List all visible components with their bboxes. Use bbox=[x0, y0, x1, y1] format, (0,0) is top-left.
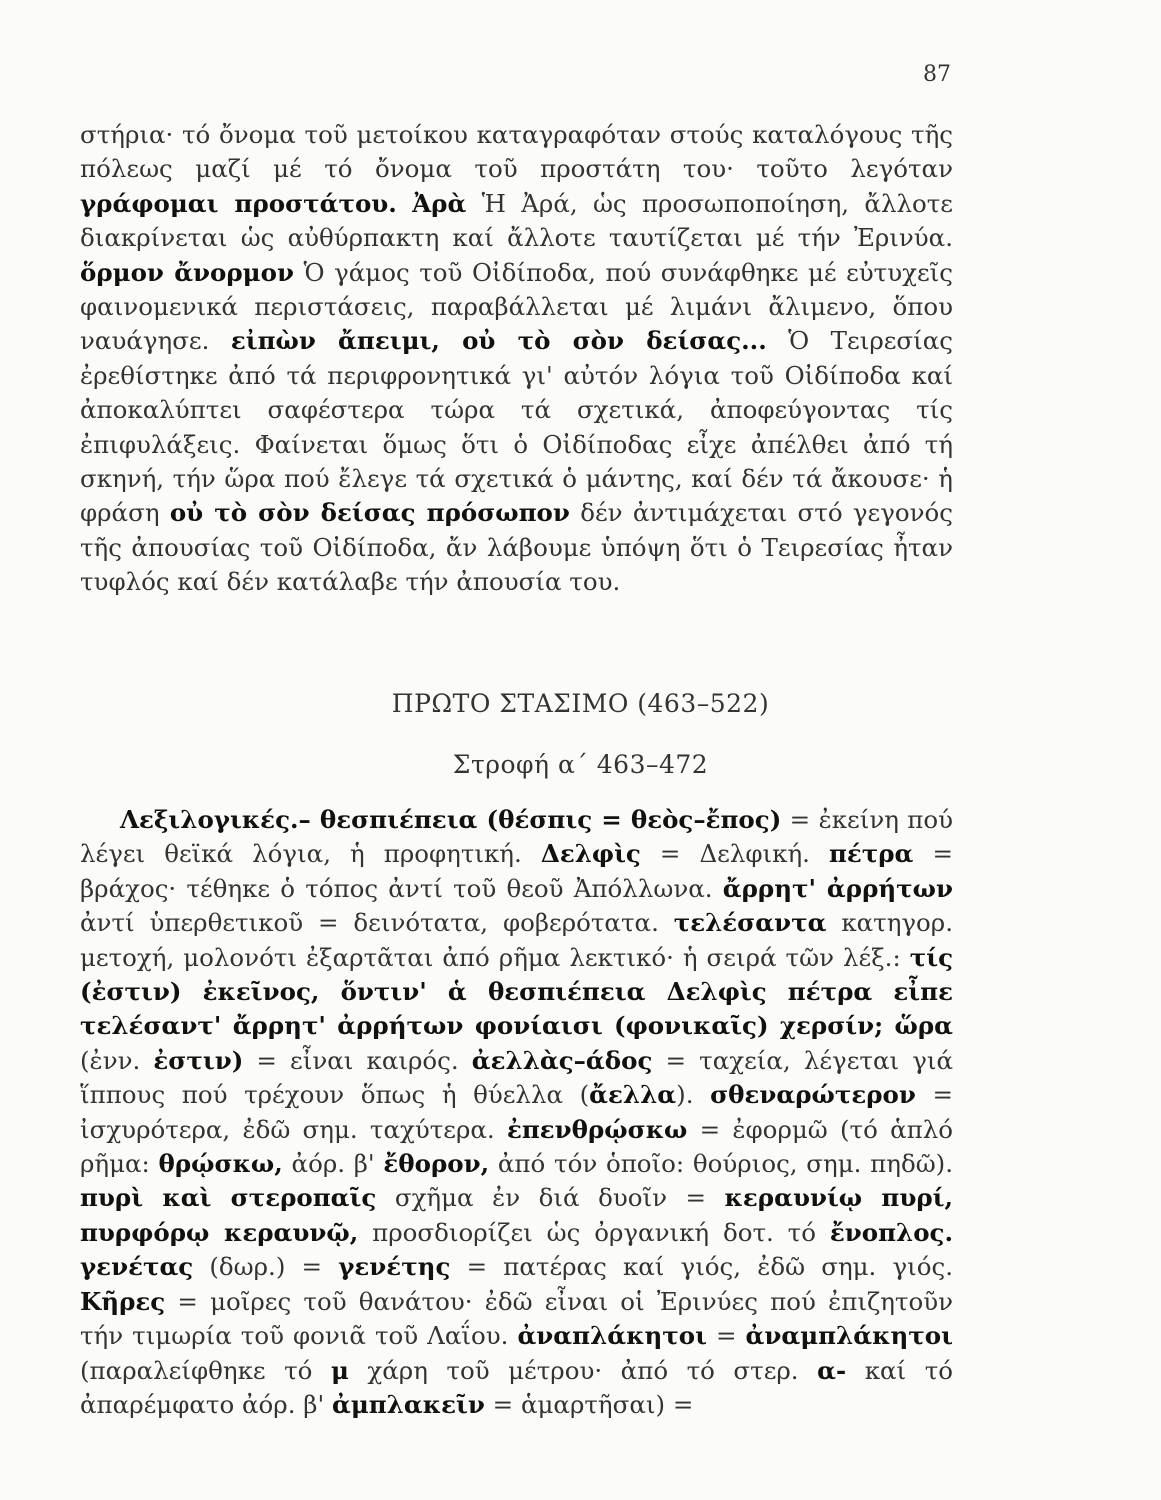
section-heading: ΠΡΩΤΟ ΣΤΑΣΙΜΟ (463–522) bbox=[391, 689, 770, 718]
text-run: = Δελφική. bbox=[640, 839, 829, 869]
bold-term: κεραυνίῳ πυρί, πυρφόρῳ κεραυνῷ, bbox=[80, 1183, 954, 1247]
text-run: χάρη τοῦ μέτρου· ἀπό τό στερ. bbox=[348, 1355, 818, 1385]
bold-term: ἀελλὰς–άδος bbox=[471, 1045, 653, 1075]
text-run: = πατέρας καί γιός, ἐδῶ σημ. γιός. bbox=[450, 1252, 954, 1282]
bold-term: γράφομαι προστάτου. bbox=[80, 188, 397, 218]
bold-term: Δελφὶς bbox=[540, 839, 641, 869]
text-run: σχῆμα ἐν διά δυοῖν = bbox=[376, 1183, 725, 1213]
subsection-heading: Στροφή α΄ 463–472 bbox=[452, 750, 709, 779]
text-run: στήρια· τό ὄνομα τοῦ μετοίκου καταγραφόταν στούς καταλόγους τῆς πόλεως μαζί μέ τό ὄνομα τοῦ προστάτη του· τοῦτο λεγόταν bbox=[80, 120, 953, 184]
bold-term: ἄελλα bbox=[589, 1080, 677, 1110]
text-run bbox=[397, 189, 412, 218]
bold-term: θρῴσκω, bbox=[158, 1149, 283, 1179]
bold-term: Ἀρὰ bbox=[412, 188, 467, 218]
text-run: = ταχεία, λέγεται γιά ἵππους πού τρέχουν ὅπως ἡ θύελλα ( bbox=[80, 1045, 954, 1110]
bold-term: ὅρμον ἄνορμον bbox=[80, 257, 294, 287]
bold-term: ἐστιν) bbox=[153, 1045, 244, 1075]
bold-term: ἀναμπλάκητοι bbox=[745, 1321, 953, 1351]
text-run: = ἰσχυρότερα, ἐδῶ σημ. ταχύτερα. bbox=[80, 1080, 953, 1144]
text-run: = ἁμαρτῆσαι) = bbox=[484, 1389, 694, 1419]
bold-term: εἰπὼν ἄπειμι, οὐ τὸ σὸν δείσας... bbox=[230, 326, 767, 356]
bold-term: γενέτης bbox=[338, 1252, 451, 1282]
bold-term: οὐ τὸ σὸν δείσας πρόσωπον bbox=[169, 498, 570, 528]
bold-term: α- bbox=[817, 1355, 847, 1385]
text-run: = βράχος· τέθηκε ὁ τόπος ἀντί τοῦ θεοῦ Ἀπόλλωνα. bbox=[80, 839, 953, 903]
text-run: Ὁ Τειρεσίας ἐρεθίστηκε ἀπό τά περιφρονητικά γι' αὐτόν λόγια τοῦ Οἰδίποδα καί ἀποκαλύπτει σαφέστερα τώρα τά σχετικά, ἀποφεύγοντας τίς ἐπιφυλάξεις. Φαίνεται ὅμως ὅτι ὁ Οἰδίποδας εἶχε ἀπέλθει ἀπό τή σκηνή, τήν ὥρα πού ἔλεγε τά σχετικά ὁ μάντης, καί δέν τά ἄκουσε· ἡ φράση bbox=[80, 326, 954, 528]
bold-term: ἀναπλάκητοι bbox=[517, 1321, 707, 1351]
text-run: ἀντί ὑπερθετικοῦ = δεινότατα, φοβερότατα. bbox=[80, 908, 674, 938]
bold-term: ἔνοπλος. γενέτας bbox=[80, 1217, 953, 1282]
bold-term: ἀμπλακεῖν bbox=[331, 1389, 485, 1419]
text-run: (παραλείφθηκε τό bbox=[80, 1355, 331, 1385]
page-number: 87 bbox=[923, 62, 951, 87]
bold-term: πέτρα bbox=[828, 839, 914, 869]
text-run: = bbox=[706, 1321, 746, 1351]
text-run: ἀόρ. β' bbox=[282, 1149, 384, 1179]
text-run: καί τό ἀπαρέμφατο ἀόρ. β' bbox=[80, 1355, 954, 1419]
bold-term: πυρὶ καὶ στεροπαῖς bbox=[80, 1183, 377, 1213]
text-run: δέν ἀντιμάχεται στό γεγονός τῆς ἀπουσίας τοῦ Οἰδίποδα, ἄν λάβουμε ὑπόψη ὅτι ὁ Τειρεσίας ἦταν τυφλός καί δέν κατάλαβε τήν ἀπουσία του. bbox=[80, 498, 953, 597]
text-run: = ἐφορμῶ (τό ἁπλό ρῆμα: bbox=[80, 1114, 953, 1179]
text-run: = ἐκείνη πού λέγει θεϊκά λόγια, ἡ προφητική. bbox=[80, 805, 954, 869]
text-run: ). bbox=[676, 1080, 711, 1110]
paragraph-commentary bbox=[80, 118, 953, 600]
bold-term: σθεναρώτερον bbox=[710, 1080, 916, 1110]
text-run: ἀπό τόν ὁποῖο: θούριος, σημ. πηδῶ). bbox=[489, 1149, 954, 1179]
bold-term: τελέσαντα bbox=[673, 908, 827, 938]
text-run: (ἐνν. bbox=[80, 1045, 154, 1075]
bold-term: ἄρρητ' ἀρρήτων bbox=[722, 873, 953, 903]
paragraph-vocabulary bbox=[80, 803, 953, 1422]
bold-term: ἔθορον, bbox=[383, 1149, 490, 1179]
text-run: Ἡ Ἀρά, ὡς προσωποποίηση, ἄλλοτε διακρίνεται ὡς αὐθύρπακτη καί ἄλλοτε ταυτίζεται μέ τήν Ἐρινύα. bbox=[80, 188, 953, 253]
bold-term: μ bbox=[330, 1355, 349, 1385]
text-run: (δωρ.) = bbox=[193, 1252, 339, 1282]
text-run: = μοῖρες τοῦ θανάτου· ἐδῶ εἶναι οἱ Ἐρινύες πού ἐπιζητοῦν τήν τιμωρία τοῦ φονιᾶ τοῦ Λαΐου. bbox=[80, 1286, 953, 1351]
bold-term: Κῆρες bbox=[80, 1286, 166, 1316]
bold-term: ἐπενθρῴσκω bbox=[506, 1114, 688, 1144]
text-run: κατηγορ. μετοχή, μολονότι ἐξαρτᾶται ἀπό ρῆμα λεκτικό· ἡ σειρά τῶν λέξ.: bbox=[80, 908, 954, 972]
bold-term: Λεξιλογικές.– θεσπιέπεια (θέσπις = θεὸς–ἔπος) bbox=[120, 805, 782, 834]
text-run: = εἶναι καιρός. bbox=[243, 1045, 472, 1075]
text-run: Ὁ γάμος τοῦ Οἰδίποδα, πού συνάφθηκε μέ εὐτυχεῖς φαινομενικά περιστάσεις, παραβάλλεται μέ λιμάνι ἄλιμενο, ὅπου ναυάγησε. bbox=[80, 257, 953, 356]
text-run: προσδιορίζει ὡς ὀργανική δοτ. τό bbox=[358, 1217, 830, 1247]
bold-term: τίς (ἐστιν) ἐκεῖνος, ὅντιν' ἁ θεσπιέπεια Δελφὶς πέτρα εἶπε τελέσαντ' ἄρρητ' ἀρρήτων φονίαισι (φονικαῖς) χερσίν; ὥρα bbox=[80, 942, 953, 1041]
